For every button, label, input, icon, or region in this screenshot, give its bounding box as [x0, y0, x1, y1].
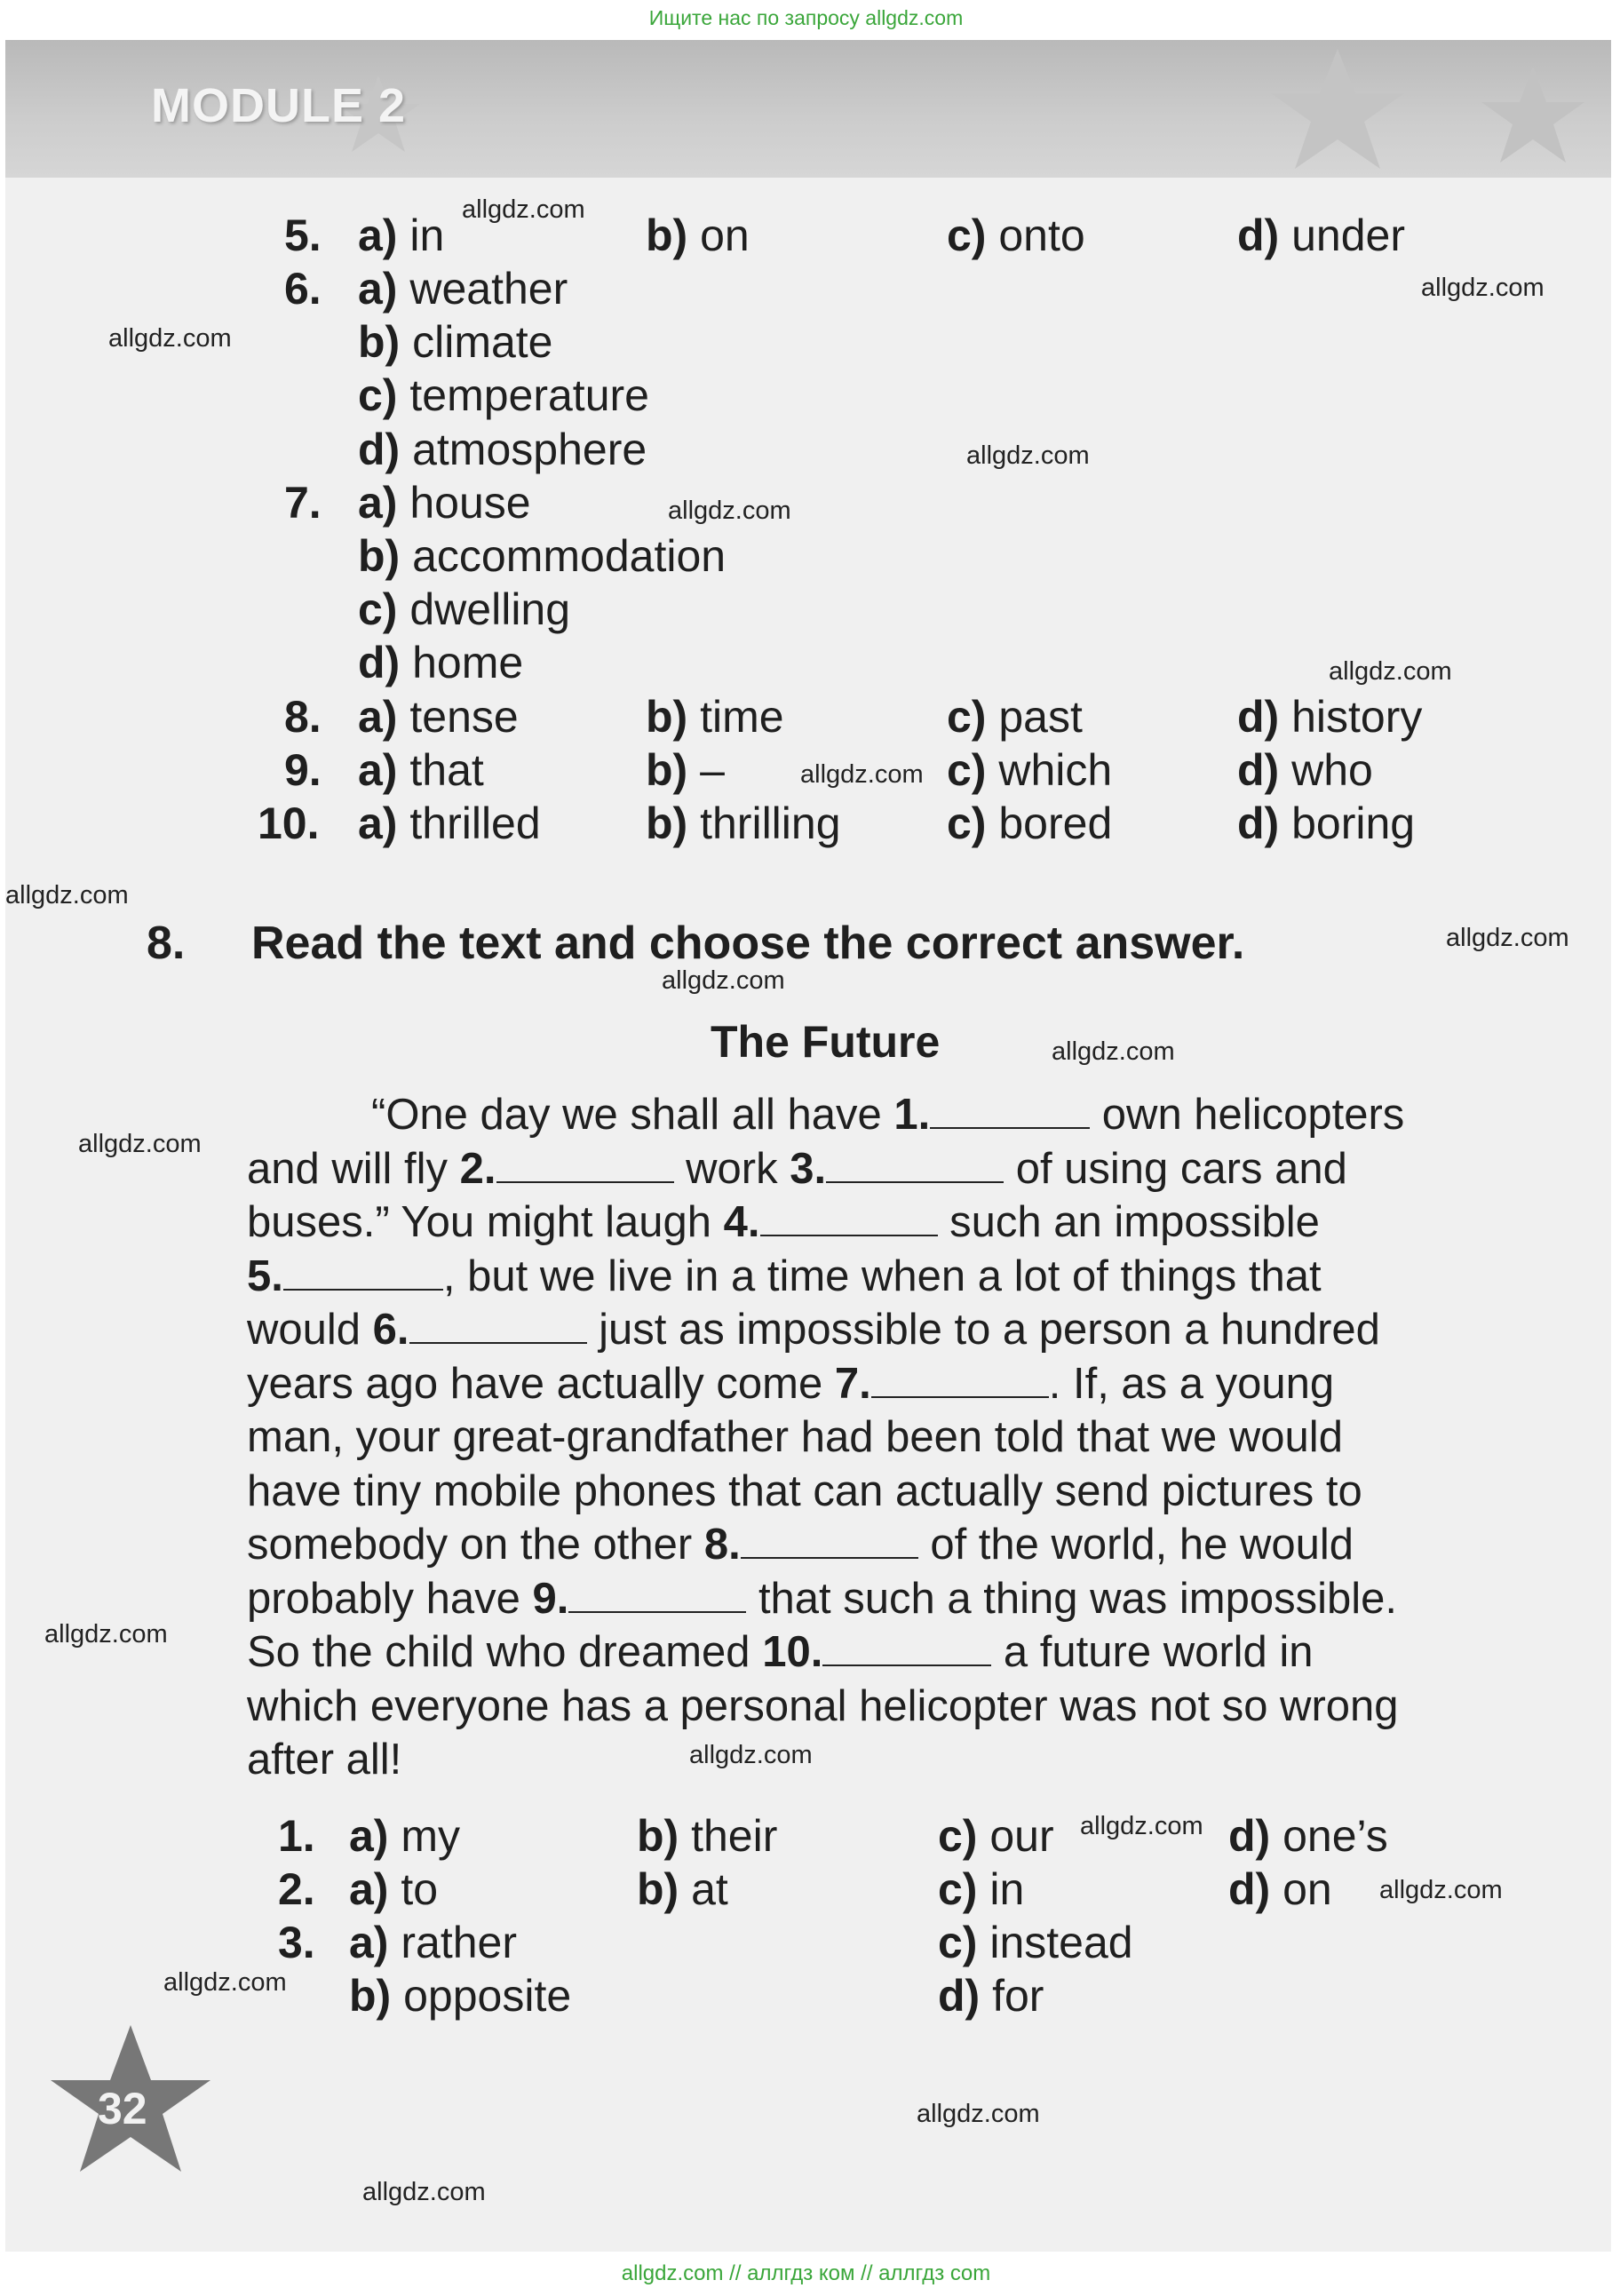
gap-4 — [760, 1199, 938, 1236]
watermark: allgdz.com — [44, 1620, 168, 1649]
gap-7 — [871, 1361, 1049, 1398]
ex8-q1-number: 1. — [278, 1811, 315, 1861]
gap-8 — [741, 1521, 918, 1559]
top-banner[interactable]: Ищите нас по запросу allgdz.com — [648, 6, 964, 29]
q7-option-c: c) dwelling — [358, 584, 571, 634]
gap-9 — [568, 1576, 746, 1613]
q10-option-d: d) boring — [1237, 798, 1416, 848]
exercise-8-number: 8. — [147, 918, 186, 969]
gap-2 — [496, 1146, 674, 1183]
gap-6 — [409, 1307, 587, 1344]
ex8-q1-option-a: a) my — [349, 1811, 461, 1861]
q7-option-a: a) house — [358, 478, 531, 528]
q5-option-d: d) under — [1237, 211, 1405, 260]
q9-option-d: d) who — [1237, 745, 1373, 795]
q8-number: 8. — [284, 692, 322, 742]
watermark: allgdz.com — [1446, 924, 1569, 952]
q10-option-b: b) thrilling — [646, 798, 841, 848]
q5-option-a: a) in — [358, 211, 445, 260]
ex8-q2-option-b: b) at — [637, 1864, 728, 1914]
q6-option-c: c) temperature — [358, 370, 649, 420]
q10-option-c: c) bored — [947, 798, 1113, 848]
q5-number: 5. — [284, 211, 322, 260]
ex8-q3-option-d: d) for — [938, 1971, 1044, 2021]
q10-number: 10. — [258, 798, 320, 848]
q9-option-c: c) which — [947, 745, 1113, 795]
q6-option-a: a) weather — [358, 264, 568, 314]
watermark: allgdz.com — [917, 2100, 1040, 2128]
watermark: allgdz.com — [5, 881, 129, 910]
story-text: “One day we shall all have 1. own helicopters and will fly 2. work 3. of using cars and buses.” You might laugh 4. such an impossible 5. , but we live in a time when a lot of things that would 6. just as impossible to a person a hundred years ago have actually come 7. . If, as a young man, your great-grandfather had been told that we would have tiny mobile phones that can actually send pictures to somebody on the other 8. of the world, he would probably have 9. that such a thing was impossible. So the child who dreamed 10. a future world in which everyone has a personal helicopter was not so wrong after all! — [247, 1091, 1405, 1784]
ex8-q3-number: 3. — [278, 1918, 315, 1967]
gap-5 — [283, 1253, 443, 1291]
exercise-8-instruction: Read the text and choose the correct answer. — [251, 918, 1245, 969]
gap-1 — [930, 1092, 1090, 1129]
story-title: The Future — [711, 1017, 941, 1067]
q8-option-a: a) tense — [358, 692, 519, 742]
q9-option-b: b) – — [646, 745, 725, 795]
watermark: allgdz.com — [462, 195, 585, 224]
page-number: 32 — [98, 2084, 147, 2133]
ex8-q2-number: 2. — [278, 1864, 315, 1914]
watermark: allgdz.com — [1052, 1037, 1175, 1066]
watermark: allgdz.com — [163, 1968, 287, 1997]
ex8-q2-option-d: d) on — [1228, 1864, 1332, 1914]
q7-option-b: b) accommodation — [358, 531, 727, 581]
q6-option-d: d) atmosphere — [358, 425, 647, 474]
watermark: allgdz.com — [689, 1741, 813, 1769]
ex8-q1-option-b: b) their — [637, 1811, 778, 1861]
watermark: allgdz.com — [1421, 274, 1545, 302]
ex8-q2-option-a: a) to — [349, 1864, 439, 1914]
q9-number: 9. — [284, 745, 322, 795]
module-title: MODULE 2 — [151, 79, 407, 132]
watermark: allgdz.com — [108, 324, 232, 353]
watermark: allgdz.com — [800, 760, 924, 789]
watermark: allgdz.com — [662, 966, 785, 995]
q7-number: 7. — [284, 478, 322, 528]
q7-option-d: d) home — [358, 638, 524, 687]
q8-option-d: d) history — [1237, 692, 1423, 742]
watermark: allgdz.com — [966, 441, 1090, 470]
ex8-q3-option-c: c) instead — [938, 1918, 1133, 1967]
ex8-q3-option-a: a) rather — [349, 1918, 517, 1967]
watermark: allgdz.com — [1379, 1876, 1503, 1904]
ex8-q1-option-d: d) one’s — [1228, 1811, 1388, 1861]
gap-10 — [822, 1629, 991, 1666]
q5-option-c: c) onto — [947, 211, 1085, 260]
gap-3 — [826, 1146, 1004, 1183]
q8-option-c: c) past — [947, 692, 1083, 742]
q6-option-b: b) climate — [358, 317, 553, 367]
watermark: allgdz.com — [78, 1130, 202, 1158]
watermark: allgdz.com — [668, 497, 791, 525]
watermark: allgdz.com — [1329, 657, 1452, 686]
ex8-q2-option-c: c) in — [938, 1864, 1025, 1914]
q9-option-a: a) that — [358, 745, 484, 795]
bottom-banner[interactable]: allgdz.com // аллгдз ком // аллгдз com — [621, 2261, 991, 2285]
watermark: allgdz.com — [362, 2178, 486, 2206]
q6-number: 6. — [284, 264, 322, 314]
watermark: allgdz.com — [1080, 1812, 1203, 1840]
q8-option-b: b) time — [646, 692, 784, 742]
ex8-q3-option-b: b) opposite — [349, 1971, 572, 2021]
q10-option-a: a) thrilled — [358, 798, 541, 848]
ex8-q1-option-c: c) our — [938, 1811, 1054, 1861]
q5-option-b: b) on — [646, 211, 750, 260]
